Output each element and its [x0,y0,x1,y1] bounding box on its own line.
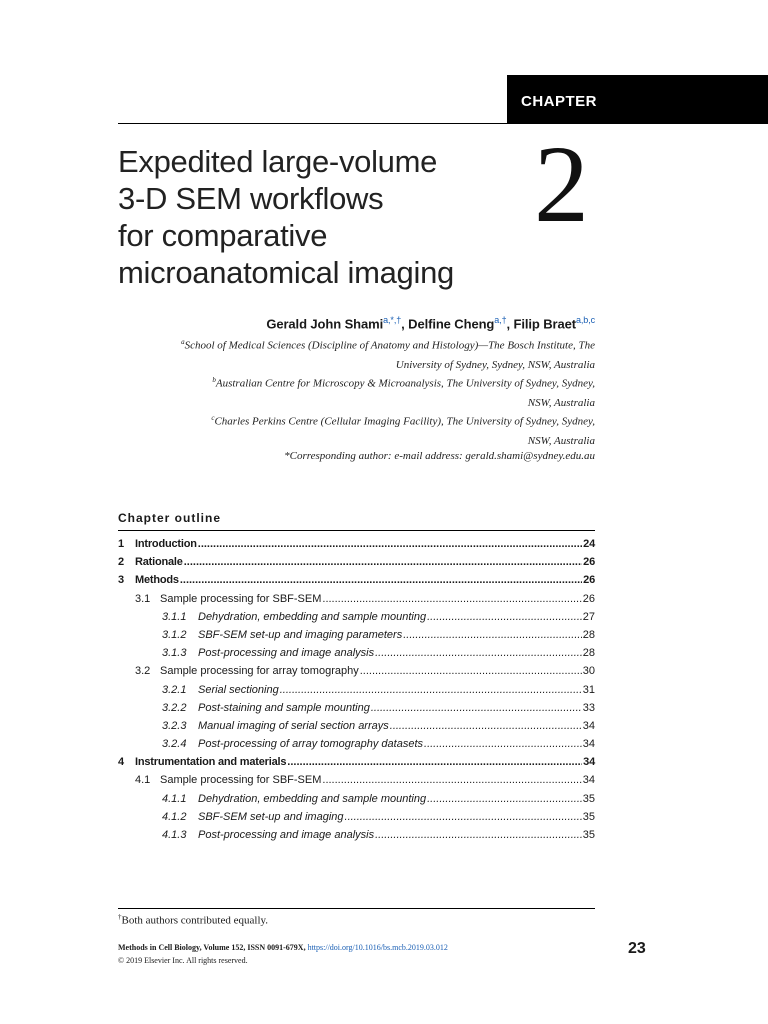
outline-leader-dots [180,574,582,586]
outline-entry-number: 4 [118,756,124,769]
outline-entry[interactable] [118,756,595,774]
affil-marker: a [181,338,185,346]
outline-leader-dots [390,720,582,732]
outline-heading: Chapter outline [118,511,222,525]
outline-leader-dots [287,756,582,768]
doi-link[interactable]: https://doi.org/10.1016/bs.mcb.2019.03.012 [307,943,448,952]
outline-entry[interactable] [118,629,595,647]
chapter-number: 2 [534,123,589,245]
footnote-marker: † [118,913,122,921]
outline-entry-label: Rationale [135,556,183,569]
outline-entry-number: 2 [118,556,124,569]
outline-entry-number: 3.2 [135,665,151,678]
title-line: 3-D SEM workflows [118,181,384,216]
outline-entry-label: Sample processing for SBF-SEM [160,774,322,787]
author-affil-link[interactable]: a,*,† [383,315,402,325]
outline-entry[interactable] [118,611,595,629]
outline-entry-number: 4.1.1 [162,792,187,805]
outline-entry[interactable] [118,593,595,611]
author-separator: , [506,316,514,332]
affil-marker: b [212,376,216,384]
title-line: for comparative [118,218,328,253]
outline-entry-label: Sample processing for SBF-SEM [160,592,322,605]
outline-entry-label: Sample processing for array tomography [160,665,359,678]
outline-entry[interactable] [118,793,595,811]
chapter-title [118,143,518,291]
outline-leader-dots [371,702,582,714]
outline-entry-label: SBF-SEM set-up and imaging [198,810,344,823]
outline-entry[interactable] [118,774,595,792]
author-affil-link[interactable]: a,b,c [575,315,595,325]
outline-entry-label: Manual imaging of serial section arrays [198,719,389,732]
outline-entry-page: 34 [582,738,595,751]
outline-entry-label: Methods [135,574,179,587]
outline-entry-page: 24 [583,538,595,550]
affil-line: University of Sydney, Sydney, NSW, Australia [395,358,595,371]
outline-entry-page: 26 [583,556,595,569]
outline-leader-dots [322,593,581,605]
outline-entry-label: Post-processing and image analysis [198,647,375,660]
author-name: Gerald John Shami [266,316,384,332]
outline-entry-number: 3.1.3 [162,647,187,660]
outline-leader-dots [424,738,582,750]
outline-entry[interactable] [118,811,595,829]
copyright: © 2019 Elsevier Inc. All rights reserved. [118,956,248,965]
outline-entry-page: 34 [583,756,595,769]
outline-entry-number: 3.2.1 [162,683,187,696]
outline-entry-number: 3.1.1 [162,610,187,623]
outline-entry-page: 34 [582,774,595,787]
chapter-label: CHAPTER [521,93,598,110]
outline-leader-dots [427,611,582,623]
outline-leader-dots [345,811,582,823]
outline-entry[interactable] [118,829,595,847]
affiliation-b [118,371,595,413]
outline-entry-page: 28 [582,628,595,641]
affil-line: NSW, Australia [527,434,595,447]
author-name: Filip Braet [513,316,576,332]
affil-line: School of Medical Sciences (Discipline of Anatomy and Histology)—The Bosch Institute, The [184,339,595,352]
chapter-outline [118,538,595,847]
footnote [118,913,268,927]
outline-leader-dots [427,793,582,805]
outline-entry-label: Dehydration, embedding and sample mounting [198,610,427,623]
outline-entry-label: Instrumentation and materials [135,756,287,769]
outline-entry[interactable] [118,556,595,574]
affiliation-c [118,409,595,451]
affil-marker: c [211,414,215,422]
chapter-tab [507,75,768,123]
header-rule [118,123,768,124]
outline-leader-dots [322,774,581,786]
outline-entry-page: 33 [582,701,595,714]
outline-entry-number: 4.1.2 [162,810,187,823]
outline-entry-label: Post-staining and sample mounting [198,701,370,714]
outline-entry-number: 3.2.2 [162,701,187,714]
outline-entry-number: 3 [118,574,124,587]
outline-leader-dots [198,538,582,550]
title-line: microanatomical imaging [118,255,454,290]
outline-rule [118,530,595,531]
outline-entry-page: 35 [582,792,595,805]
outline-leader-dots [184,556,582,568]
outline-entry-label: SBF-SEM set-up and imaging parameters [198,628,403,641]
outline-entry-page: 30 [582,665,595,678]
outline-entry-number: 3.1 [135,592,151,605]
outline-leader-dots [375,829,582,841]
outline-entry-page: 28 [582,647,595,660]
outline-entry[interactable] [118,738,595,756]
outline-entry-label: Post-processing and image analysis [198,829,375,841]
outline-entry-number: 1 [118,538,124,550]
outline-leader-dots [403,629,582,641]
outline-entry-number: 3.2.4 [162,738,187,751]
author-list [266,315,595,331]
outline-leader-dots [280,684,582,696]
author-separator: , [401,316,409,332]
page-number: 23 [628,940,646,957]
outline-entry[interactable] [118,574,595,592]
outline-entry-label: Post-processing of array tomography datasets [198,738,424,751]
outline-entry[interactable] [118,647,595,665]
author-affil-link[interactable]: a,† [494,315,507,325]
outline-entry-label: Introduction [135,538,197,550]
outline-entry-page: 35 [582,829,595,841]
outline-entry-page: 27 [582,610,595,623]
outline-entry-number: 3.1.2 [162,628,187,641]
outline-leader-dots [375,647,582,659]
footnote-rule [118,908,595,909]
title-line: Expedited large-volume [118,144,438,179]
outline-leader-dots [360,665,582,677]
outline-entry-number: 3.2.3 [162,719,187,732]
outline-entry-number: 4.1 [135,774,151,787]
outline-entry-page: 31 [582,683,595,696]
footnote-text: Both authors contributed equally. [121,914,269,927]
outline-entry[interactable] [118,684,595,702]
outline-entry-page: 35 [582,810,595,823]
affil-line: Australian Centre for Microscopy & Microanalysis, The University of Sydney, Sydney, [215,377,595,390]
corresponding-author: *Corresponding author: e-mail address: gerald.shami@sydney.edu.au [284,450,595,462]
author-name: Delfine Cheng [408,316,495,332]
outline-entry-label: Serial sectioning [198,683,279,696]
outline-entry-label: Dehydration, embedding and sample mounting [198,792,427,805]
affil-line: Charles Perkins Centre (Cellular Imaging Facility), The University of Sydney, Sydney, [214,415,595,428]
outline-entry-page: 34 [582,719,595,732]
outline-entry[interactable] [118,665,595,683]
outline-entry[interactable] [118,720,595,738]
outline-entry-page: 26 [583,574,595,587]
series-text: Methods in Cell Biology, Volume 152, ISSN 0091-679X, [118,943,308,952]
affiliation-a [118,333,595,375]
outline-entry[interactable] [118,538,595,556]
affil-line: NSW, Australia [527,396,595,409]
outline-entry-number: 4.1.3 [162,829,187,841]
series-info [118,943,448,952]
outline-entry[interactable] [118,702,595,720]
outline-entry-page: 26 [582,592,595,605]
